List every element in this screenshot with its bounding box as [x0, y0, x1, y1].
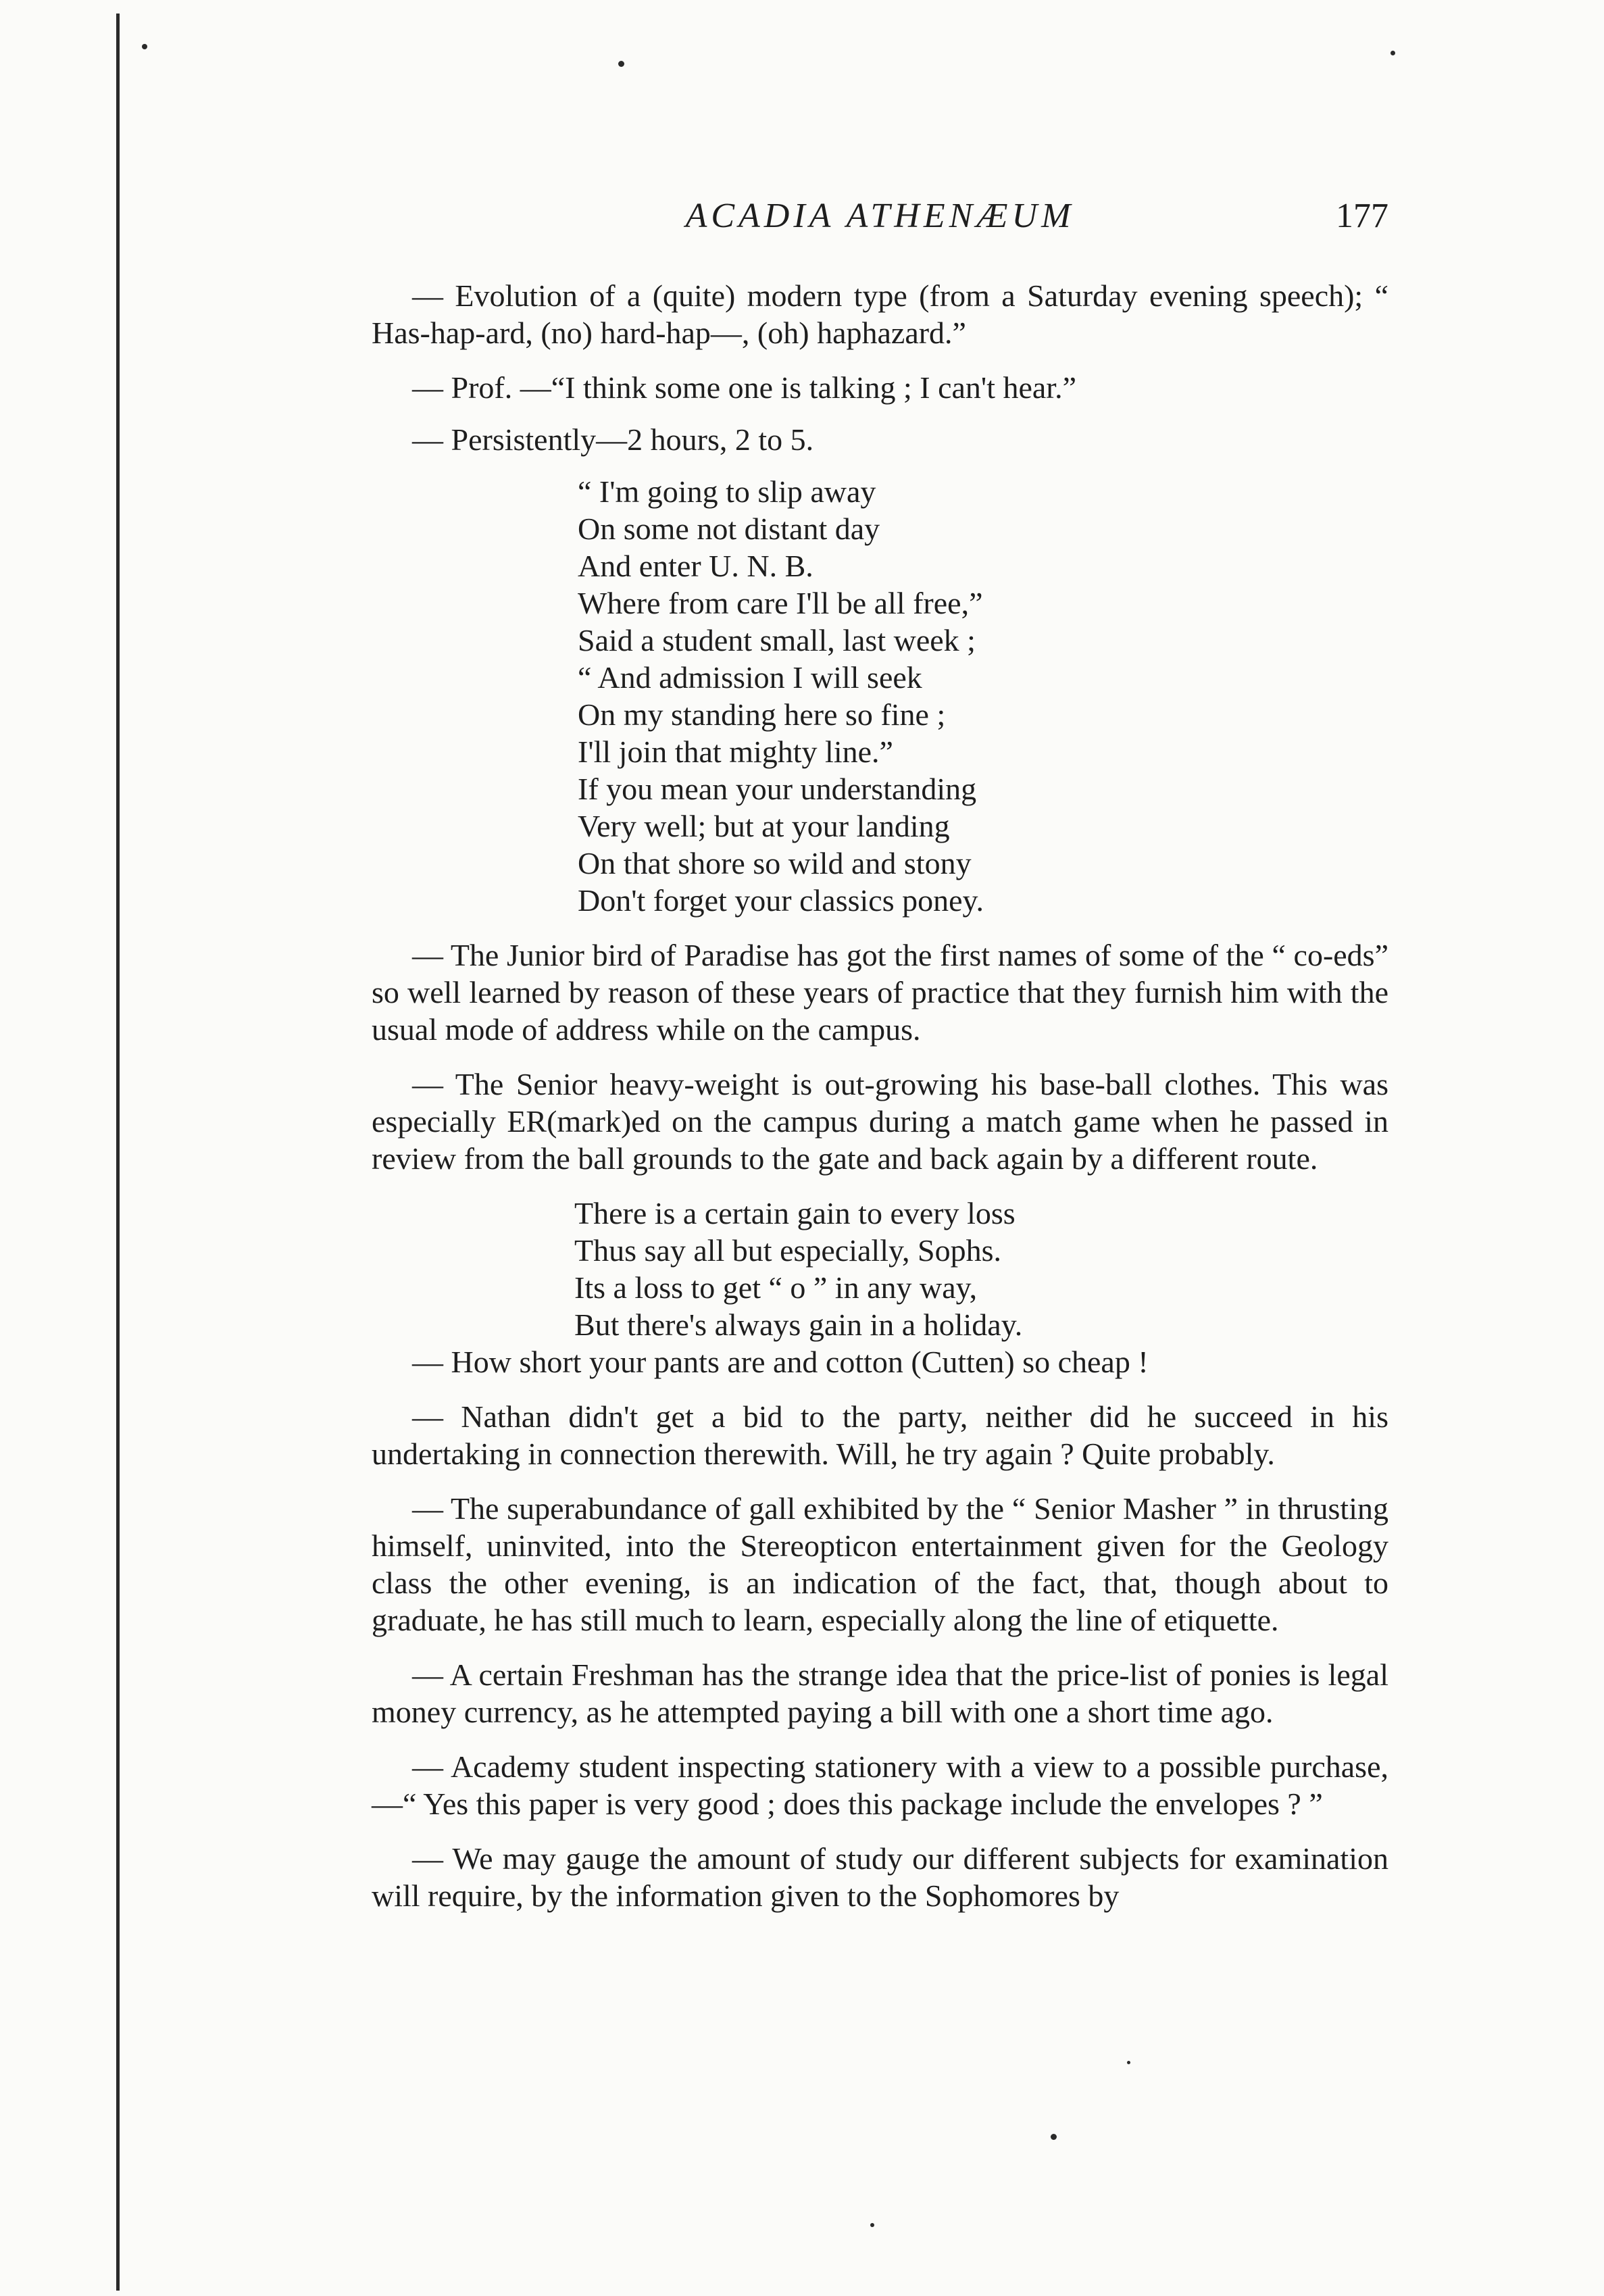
poem-line: But there's always gain in a holiday. — [574, 1307, 1023, 1342]
item-junior-bird: — The Junior bird of Paradise has got the first names of some of the “ co-eds” so well learned by reason of these years of practice that they furnish him with the usual mode of address while on the campus. — [372, 938, 1388, 1047]
item-short-pants: — How short your pants are and cotton (Cutten) so cheap ! — [412, 1345, 1149, 1379]
print-speck — [142, 44, 147, 49]
poem-unb — [578, 473, 1388, 919]
poem-line: Its a loss to get “ o ” in any way, — [574, 1270, 978, 1305]
running-header — [372, 196, 1388, 257]
binding-edge-line — [116, 14, 120, 2291]
item-senior-masher: — The superabundance of gall exhibited by the “ Senior Masher ” in thrusting himself, uninvited, into the Stereopticon entertainment given for the Geology class the other evening, is an indication of the fact, that, though about to graduate, he has still much to learn, especially along the line of etiquette. — [372, 1491, 1388, 1637]
poem-line: There is a certain gain to every loss — [574, 1196, 1016, 1230]
poem-sophs — [574, 1195, 1388, 1343]
item-prof: — Prof. —“I think some one is talking ; I can't hear.” — [412, 370, 1077, 405]
poem-line: Don't forget your classics poney. — [578, 883, 984, 918]
journal-title: ACADIA ATHENÆUM — [685, 197, 1075, 235]
print-speck — [870, 2223, 874, 2227]
print-speck — [1390, 51, 1395, 55]
item-senior-heavyweight: — The Senior heavy-weight is out-growing his base-ball clothes. This was especially ER(mark)ed on the campus during a match game when he passed in review from the ball grounds to the gate and back again by a different route. — [372, 1067, 1388, 1176]
item-gauge-study: — We may gauge the amount of study our different subjects for examination will require, by the information given to the Sophomores by — [372, 1841, 1388, 1913]
item-nathan: — Nathan didn't get a bid to the party, neither did he succeed in his undertaking in connection therewith. Will, he try again ? Quite probably. — [372, 1399, 1388, 1471]
poem-line: Very well; but at your landing — [578, 809, 950, 843]
print-speck — [618, 61, 624, 67]
poem-line: And enter U. N. B. — [578, 549, 813, 583]
page-body — [372, 196, 1388, 1932]
poem-line: On my standing here so fine ; — [578, 697, 946, 732]
item-evolution: — Evolution of a (quite) modern type (from a Saturday evening speech); “ Has-hap-ard, (no) hard-hap—, (oh) haphazard.” — [372, 278, 1388, 350]
item-persistently: — Persistently—2 hours, 2 to 5. — [412, 422, 814, 457]
print-speck — [1127, 2061, 1130, 2064]
item-academy-student: — Academy student inspecting stationery with a view to a possible purchase,—“ Yes this paper is very good ; does this package include the envelopes ? ” — [372, 1749, 1388, 1821]
poem-line: On that shore so wild and stony — [578, 846, 972, 880]
poem-line: I'll join that mighty line.” — [578, 734, 893, 769]
print-speck — [1051, 2134, 1057, 2140]
item-freshman-ponies: — A certain Freshman has the strange idea that the price-list of ponies is legal money currency, as he attempted paying a bill with one a short time ago. — [372, 1657, 1388, 1729]
poem-line: Where from care I'll be all free,” — [578, 586, 983, 620]
poem-line: If you mean your understanding — [578, 772, 977, 806]
poem-line: Said a student small, last week ; — [578, 623, 976, 657]
poem-line: “ I'm going to slip away — [578, 474, 876, 509]
poem-line: Thus say all but especially, Sophs. — [574, 1233, 1001, 1268]
poem-line: “ And admission I will seek — [578, 660, 922, 695]
poem-line: On some not distant day — [578, 511, 880, 546]
page-number: 177 — [1336, 197, 1388, 235]
